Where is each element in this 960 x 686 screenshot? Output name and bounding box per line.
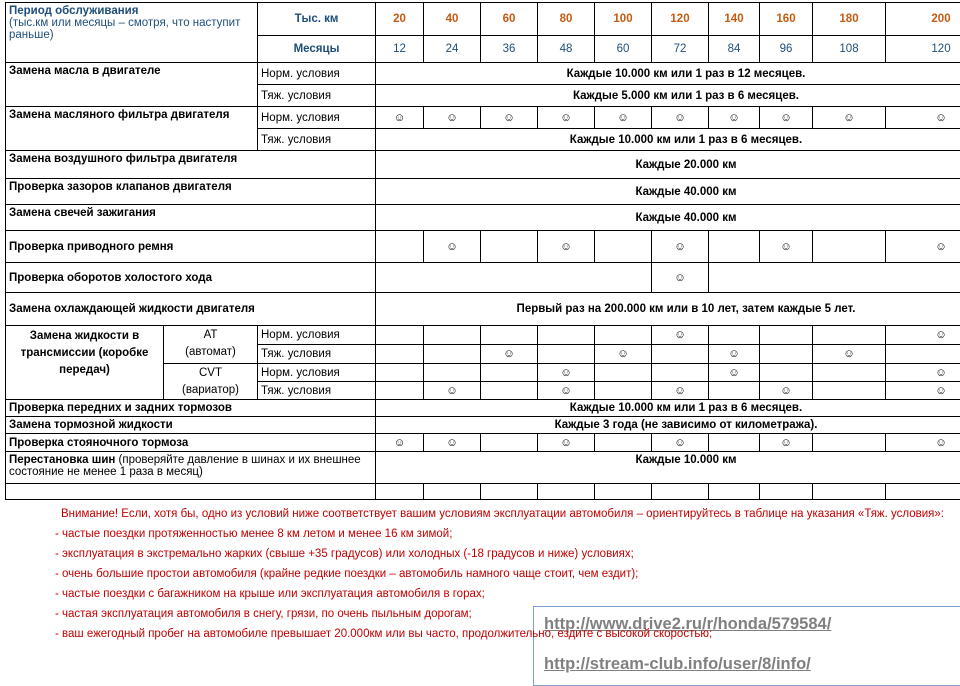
km-value: 80 [538,3,595,36]
links-box [533,606,960,686]
smiley-icon: ☺ [886,364,960,382]
cond-normal: Норм. условия [258,326,376,345]
smiley-icon: ☺ [481,345,538,364]
month-value: 108 [813,36,886,63]
km-value: 160 [760,3,813,36]
smiley-icon: ☺ [760,434,813,452]
month-value: 84 [709,36,760,63]
km-value: 200 [886,3,960,36]
row-plugs-label: Замена свечей зажигания [6,205,376,231]
period-header [6,3,258,63]
row-oil-filter-label: Замена масляного фильтра двигателя [6,107,258,151]
brake-fluid-note: Каждые 3 года (не зависимо от километража). [376,417,960,434]
month-value: 60 [595,36,652,63]
smiley-icon: ☺ [424,434,481,452]
smiley-icon: ☺ [813,107,886,129]
row-parking-label: Проверка стояночного тормоза [6,434,376,452]
months-label: Месяцы [258,36,376,63]
row-brake-fluid-label: Замена тормозной жидкости [6,417,376,434]
month-value: 48 [538,36,595,63]
month-value: 72 [652,36,709,63]
smiley-icon: ☺ [652,263,709,293]
smiley-icon: ☺ [760,382,813,400]
stream-club-link[interactable]: http://stream-club.info/user/8/info/ [544,655,811,674]
period-subtitle: (тыс.км или месяцы – смотря, что наступит раньше) [9,17,254,41]
km-value: 20 [376,3,424,36]
warning-item: - эксплуатация в экстремально жарких (свыше +35 градусов) или холодных (-18 градусов и ниже) условиях; [55,545,955,564]
smiley-icon: ☺ [652,434,709,452]
km-value: 140 [709,3,760,36]
row-idle-label: Проверка оборотов холостого хода [6,263,376,293]
trans-at-type: AT (автомат) [164,326,258,364]
smiley-icon: ☺ [709,364,760,382]
month-value: 12 [376,36,424,63]
smiley-icon: ☺ [760,107,813,129]
smiley-icon: ☺ [886,434,960,452]
tires-note: Каждые 10.000 км [376,452,960,484]
cond-severe: Тяж. условия [258,85,376,107]
smiley-icon: ☺ [886,231,960,263]
cond-severe: Тяж. условия [258,345,376,364]
cond-severe: Тяж. условия [258,382,376,400]
smiley-icon: ☺ [760,231,813,263]
month-value: 36 [481,36,538,63]
month-value: 24 [424,36,481,63]
smiley-icon: ☺ [652,107,709,129]
smiley-icon: ☺ [538,231,595,263]
smiley-icon: ☺ [886,326,960,345]
period-title: Период обслуживания [9,5,254,17]
warning-item: - частая эксплуатация автомобиля в снегу, грязи, по очень пыльным дорогам; [55,605,955,624]
oil-severe-note: Каждые 5.000 км или 1 раз в 6 месяцев. [376,85,960,107]
drive2-link[interactable]: http://www.drive2.ru/r/honda/579584/ [544,615,831,634]
maintenance-table [5,2,960,500]
trans-cvt-type: CVT (вариатор) [164,364,258,400]
row-oil-label: Замена масла в двигателе [6,63,258,107]
smiley-icon: ☺ [652,231,709,263]
km-value: 100 [595,3,652,36]
smiley-icon: ☺ [424,231,481,263]
valves-note: Каждые 40.000 км [376,179,960,205]
smiley-icon: ☺ [709,107,760,129]
smiley-icon: ☺ [376,434,424,452]
row-belt-label: Проверка приводного ремня [6,231,376,263]
km-value: 120 [652,3,709,36]
row-tires-label: Перестановка шин (проверяйте давление в шинах и их внешнее состояние не менее 1 раза в месяц) [6,452,376,484]
plugs-note: Каждые 40.000 км [376,205,960,231]
smiley-icon: ☺ [886,382,960,400]
cond-normal: Норм. условия [258,63,376,85]
smiley-icon: ☺ [538,382,595,400]
row-transmission-label: Замена жидкости в трансмиссии (коробке передач) [6,326,164,400]
warning-intro: Внимание! Если, хотя бы, одно из условий ниже соответствует вашим условиям эксплуатации автомобиля – ориентируйтесь в таблице на указания «Тяж. условия»: [61,505,955,524]
warning-item: - частые поездки с багажником на крыше или эксплуатация автомобиля в горах; [55,585,955,604]
brakes-note: Каждые 10.000 км или 1 раз в 6 месяцев. [376,400,960,417]
cond-normal: Норм. условия [258,364,376,382]
km-value: 60 [481,3,538,36]
oil-filter-severe-note: Каждые 10.000 км или 1 раз в 6 месяцев. [376,129,960,151]
smiley-icon: ☺ [424,382,481,400]
smiley-icon: ☺ [709,345,760,364]
smiley-icon: ☺ [652,326,709,345]
air-filter-note: Каждые 20.000 км [376,151,960,179]
row-coolant-label: Замена охлаждающей жидкости двигателя [6,293,376,326]
row-brakes-label: Проверка передних и задних тормозов [6,400,376,417]
warning-item: - очень большие простои автомобиля (крайне редкие поездки – автомобиль намного чаще стоит, чем ездит); [55,565,955,584]
smiley-icon: ☺ [595,107,652,129]
warning-item: - ваш ежегодный пробег на автомобиле превышает 20.000км или вы часто, продолжительно, ездите с высокой скоростью; [55,625,955,644]
km-value: 180 [813,3,886,36]
smiley-icon: ☺ [538,434,595,452]
coolant-note: Первый раз на 200.000 км или в 10 лет, затем каждые 5 лет. [376,293,960,326]
month-value: 120 [886,36,960,63]
km-label: Тыс. км [258,3,376,36]
month-value: 96 [760,36,813,63]
smiley-icon: ☺ [424,107,481,129]
oil-normal-note: Каждые 10.000 км или 1 раз в 12 месяцев. [376,63,960,85]
smiley-icon: ☺ [595,345,652,364]
smiley-icon: ☺ [376,107,424,129]
smiley-icon: ☺ [481,107,538,129]
smiley-icon: ☺ [886,107,960,129]
smiley-icon: ☺ [813,345,886,364]
cond-normal: Норм. условия [258,107,376,129]
smiley-icon: ☺ [538,364,595,382]
km-value: 40 [424,3,481,36]
cond-severe: Тяж. условия [258,129,376,151]
warning-item: - частые поездки протяженностью менее 8 км летом и менее 16 км зимой; [55,525,955,544]
row-valves-label: Проверка зазоров клапанов двигателя [6,179,376,205]
smiley-icon: ☺ [652,382,709,400]
row-air-filter-label: Замена воздушного фильтра двигателя [6,151,376,179]
smiley-icon: ☺ [538,107,595,129]
